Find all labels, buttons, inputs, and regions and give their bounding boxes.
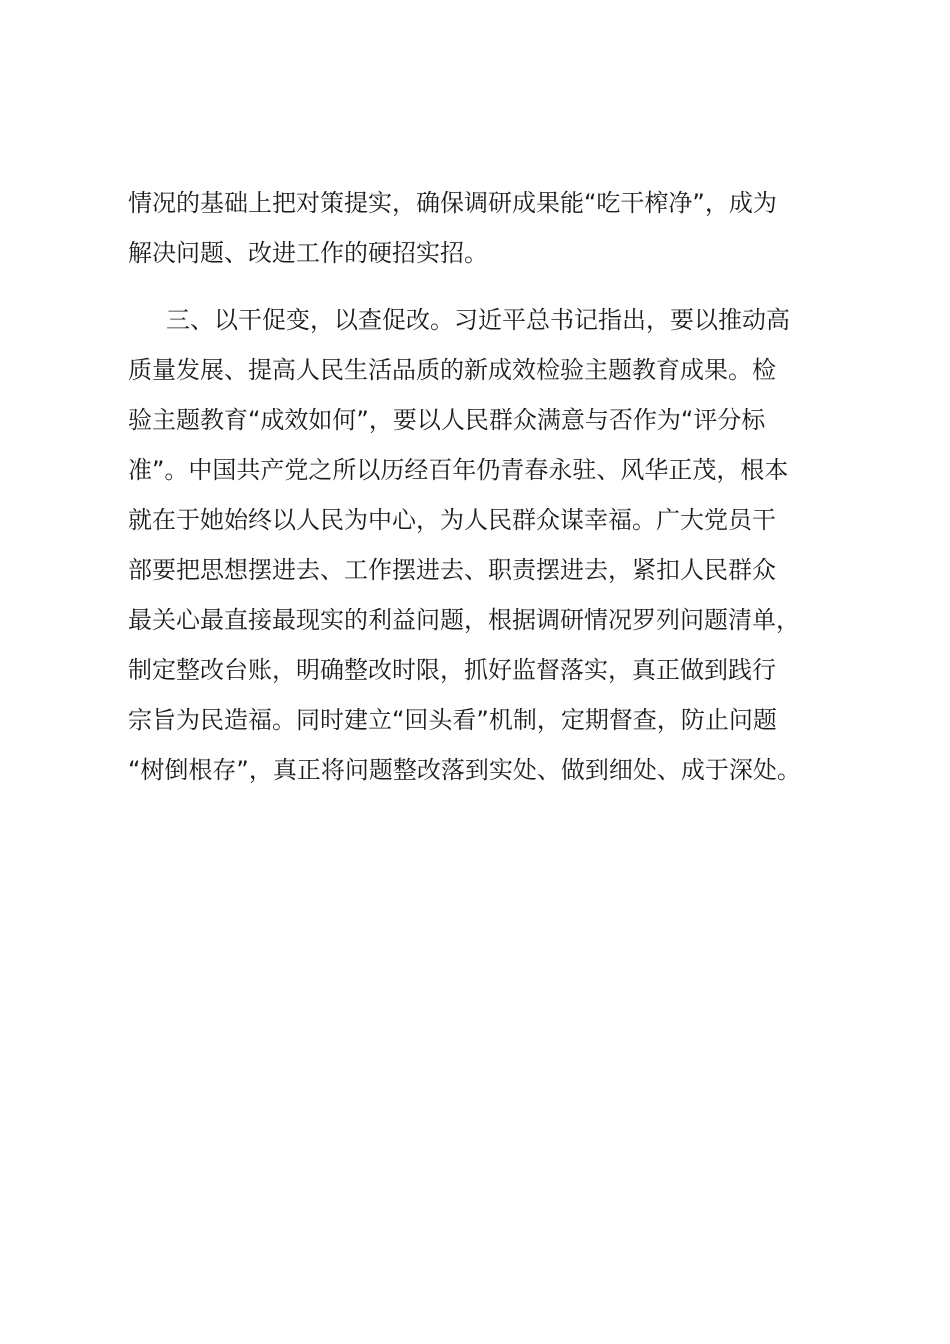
paragraph-line: 准”。中国共产党之所以历经百年仍青春永驻、风华正茂，根本 xyxy=(128,456,789,484)
paragraph-line: “树倒根存”，真正将问题整改落到实处、做到细处、成于深处。 xyxy=(128,756,801,784)
paragraph-line: 三、以干促变，以查促改。习近平总书记指出，要以推动高 xyxy=(166,306,790,334)
paragraph-line: 部要把思想摆进去、工作摆进去、职责摆进去，紧扣人民群众 xyxy=(128,556,776,584)
paragraph-section-three xyxy=(128,295,840,795)
paragraph-line: 制定整改台账，明确整改时限，抓好监督落实，真正做到践行 xyxy=(128,656,776,684)
paragraph-continuation xyxy=(128,178,840,278)
paragraph-line: 宗旨为民造福。同时建立“回头看”机制，定期督查，防止问题 xyxy=(128,706,777,734)
paragraph-line: 情况的基础上把对策提实，确保调研成果能“吃干榨净”，成为 xyxy=(128,189,777,217)
paragraph-line: 质量发展、提高人民生活品质的新成效检验主题教育成果。检 xyxy=(128,356,776,384)
paragraph-line: 就在于她始终以人民为中心，为人民群众谋幸福。广大党员干 xyxy=(128,506,776,534)
paragraph-line: 解决问题、改进工作的硬招实招。 xyxy=(128,239,488,267)
paragraph-line: 最关心最直接最现实的利益问题，根据调研情况罗列问题清单， xyxy=(128,606,800,634)
paragraph-line: 验主题教育“成效如何”，要以人民群众满意与否作为“评分标 xyxy=(128,406,766,434)
